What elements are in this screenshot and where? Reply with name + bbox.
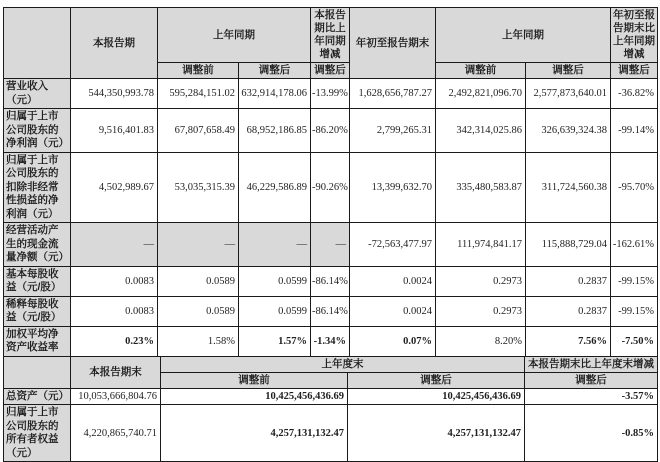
table-cell: 4,257,131,132.47 [161,405,348,462]
table-cell: 67,807,658.49 [158,109,239,153]
table-cell: 111,974,841.17 [436,223,526,267]
table-cell: 8.20% [436,326,526,356]
header-prior-period: 上年同期 [158,8,311,63]
table-cell: -99.15% [611,296,658,326]
subheader-adjust-after: 调整后 [348,372,525,388]
table-cell: 2,492,821,096.70 [436,79,526,109]
table-cell: -86.14% [311,266,350,296]
table-cell: 1.57% [239,326,311,356]
table-cell: 9,516,401.83 [71,109,158,153]
table-cell: — [239,223,311,267]
table-cell: 4,220,865,740.71 [71,405,161,462]
table-cell: -99.14% [611,109,658,153]
table-cell: 595,284,151.02 [158,79,239,109]
row-label: 营业收入（元） [4,79,71,109]
row-label: 总资产（元） [4,388,71,405]
table-cell: -36.82% [611,79,658,109]
row-label: 经营活动产生的现金流量净额（元） [4,223,71,267]
table-cell: 2,799,265.31 [350,109,436,153]
header-current-period: 本报告期 [71,8,158,79]
table-cell: — [311,223,350,267]
table-cell: 0.2837 [526,296,611,326]
table-cell: 0.0083 [71,296,158,326]
table-row-deducted-net-profit [4,152,658,223]
table-cell: -86.20% [311,109,350,153]
table-cell: -90.26% [311,152,350,223]
key-financials-table [3,7,658,357]
table-cell: 2,577,873,640.01 [526,79,611,109]
table-cell: 68,952,186.85 [239,109,311,153]
header-prior-period-ytd: 上年同期 [436,8,611,63]
header-end-change: 本报告期末比上年度末增减 [525,356,658,372]
table-cell: 46,229,586.89 [239,152,311,223]
row-label: 归属于上市公司股东的净利润（元） [4,109,71,153]
table-row-net-profit [4,109,658,153]
table-cell: 544,350,993.78 [71,79,158,109]
table-cell: 0.0083 [71,266,158,296]
table-cell: 4,502,989.67 [71,152,158,223]
table-cell: 326,639,324.38 [526,109,611,153]
table-cell: -99.15% [611,266,658,296]
header-row-1 [4,356,658,372]
subheader-adjust-before: 调整前 [436,63,526,79]
corner-blank-cell [4,8,71,79]
table-cell: 0.2973 [436,266,526,296]
table-cell: -95.70% [611,152,658,223]
period-end-table [3,356,658,462]
table-cell: — [158,223,239,267]
subheader-adjust-after: 调整后 [311,63,350,79]
table-cell: 10,425,456,436.69 [348,388,525,405]
table-row-shareholders-equity [4,405,658,462]
table-cell: 0.2973 [436,296,526,326]
table-cell: -13.99% [311,79,350,109]
table-cell: 0.0589 [158,266,239,296]
row-label: 基本每股收益（元/股） [4,266,71,296]
table-cell: 0.0599 [239,266,311,296]
table-cell: -0.85% [525,405,658,462]
subheader-adjust-before: 调整前 [158,63,239,79]
table-row-weighted-avg-roe [4,326,658,356]
table-cell: 7.56% [526,326,611,356]
table-row-diluted-eps [4,296,658,326]
row-label: 归属于上市公司股东的扣除非经常性损益的净利润（元） [4,152,71,223]
header-ytd-change: 年初至报告期末比上年同期增减 [611,8,658,63]
subheader-adjust-after: 调整后 [611,63,658,79]
table-cell: 0.0589 [158,296,239,326]
subheader-adjust-after: 调整后 [525,372,658,388]
table-row-basic-eps [4,266,658,296]
subheader-adjust-before: 调整前 [161,372,348,388]
table-cell: 335,480,583.87 [436,152,526,223]
table-cell: 4,257,131,132.47 [348,405,525,462]
row-label: 归属于上市公司股东的所有者权益（元） [4,405,71,462]
table-cell: 10,053,666,804.76 [71,388,161,405]
table-cell: 0.2837 [526,266,611,296]
table-cell: 13,399,632.70 [350,152,436,223]
subheader-adjust-after: 调整后 [239,63,311,79]
table-cell: 0.0599 [239,296,311,326]
header-prior-year-end: 上年度末 [161,356,525,372]
table-cell: 10,425,456,436.69 [161,388,348,405]
table-cell: 0.23% [71,326,158,356]
table-cell: 115,888,729.04 [526,223,611,267]
table-cell: 1.58% [158,326,239,356]
table-cell: 1,628,656,787.27 [350,79,436,109]
table-cell: -3.57% [525,388,658,405]
table-row-revenue [4,79,658,109]
row-label: 加权平均净资产收益率 [4,326,71,356]
table-cell: 0.0024 [350,296,436,326]
row-label: 稀释每股收益（元/股） [4,296,71,326]
table-cell: 311,724,560.38 [526,152,611,223]
header-current-period-end: 本报告期末 [71,356,161,388]
table-cell: -86.14% [311,296,350,326]
table-cell: -7.50% [611,326,658,356]
table-cell: 0.0024 [350,266,436,296]
table-cell: -72,563,477.97 [350,223,436,267]
table-cell: -1.34% [311,326,350,356]
table-cell: 53,035,315.39 [158,152,239,223]
header-period-change: 本报告期比上年同期增减 [311,8,350,63]
header-row-1 [4,8,658,63]
table-cell: -162.61% [611,223,658,267]
header-ytd: 年初至报告期末 [350,8,436,79]
table-row-operating-cash-flow [4,223,658,267]
subheader-adjust-after: 调整后 [526,63,611,79]
corner-blank-cell [4,356,71,388]
table-cell: 0.07% [350,326,436,356]
table-cell: 342,314,025.86 [436,109,526,153]
table-row-total-assets [4,388,658,405]
table-cell: 632,914,178.06 [239,79,311,109]
table-cell: — [71,223,158,267]
